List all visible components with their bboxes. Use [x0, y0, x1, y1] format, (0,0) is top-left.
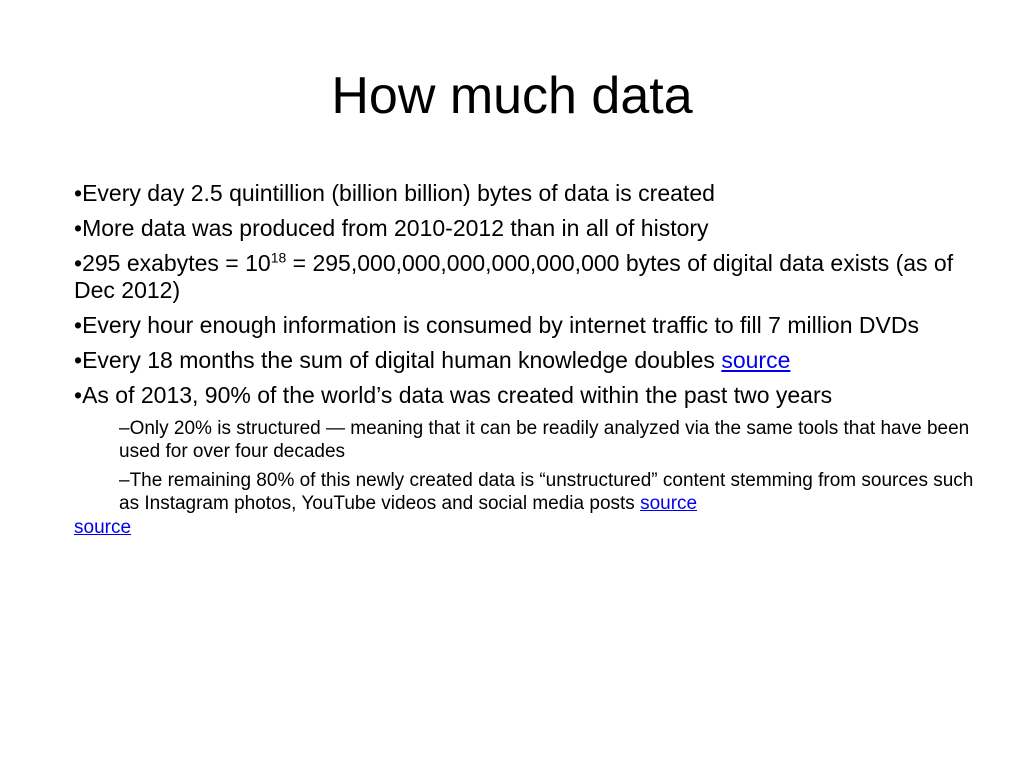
- bullet-marker: •: [74, 215, 83, 241]
- bullet-daily-data: [74, 180, 974, 207]
- sub-bullet-marker: –: [119, 470, 130, 491]
- source-link[interactable]: source: [721, 347, 791, 373]
- bullet-text: As of 2013, 90% of the world’s data was created within the past two years: [82, 382, 833, 408]
- bullet-exabytes: [74, 250, 974, 304]
- sub-bullet-text: The remaining 80% of this newly created data is “unstructured” content stemming from sources such as Instagram photos, YouTube videos and social media posts: [119, 470, 974, 514]
- exponent: 18: [270, 249, 287, 266]
- sub-bullet-structured: [119, 417, 974, 463]
- sub-bullet-marker: –: [119, 418, 130, 439]
- bullet-knowledge-doubles: [74, 347, 974, 374]
- slide-title: How much data: [331, 67, 693, 125]
- bullet-marker: •: [74, 347, 83, 373]
- sub-bullet-unstructured: [119, 469, 974, 515]
- bullet-text: Every 18 months the sum of digital human knowledge doubles: [82, 347, 722, 373]
- bullet-text-pre: 295 exabytes = 10: [82, 250, 271, 276]
- bullet-text: Every day 2.5 quintillion (billion billion) bytes of data is created: [82, 180, 715, 206]
- bullet-text: More data was produced from 2010-2012 than in all of history: [82, 215, 709, 241]
- bullet-dvds: [74, 312, 974, 339]
- bullet-marker: •: [74, 180, 83, 206]
- bullet-text: Every hour enough information is consumed by internet traffic to fill 7 million DVDs: [82, 312, 919, 338]
- bullet-marker: •: [74, 382, 83, 408]
- bullet-marker: •: [74, 250, 83, 276]
- bullet-marker: •: [74, 312, 83, 338]
- sub-bullet-text: Only 20% is structured — meaning that it can be readily analyzed via the same tools that have been used for over four decades: [119, 418, 970, 462]
- bullet-world-data: [74, 382, 974, 409]
- bullet-data-produced: [74, 215, 974, 242]
- slide-content: [74, 180, 974, 539]
- source-link[interactable]: source: [640, 493, 698, 514]
- trailing-source-link[interactable]: source: [74, 517, 132, 538]
- bullet-text-post: = 295,000,000,000,000,000,000 bytes of digital data exists (as of Dec 2012): [74, 250, 954, 303]
